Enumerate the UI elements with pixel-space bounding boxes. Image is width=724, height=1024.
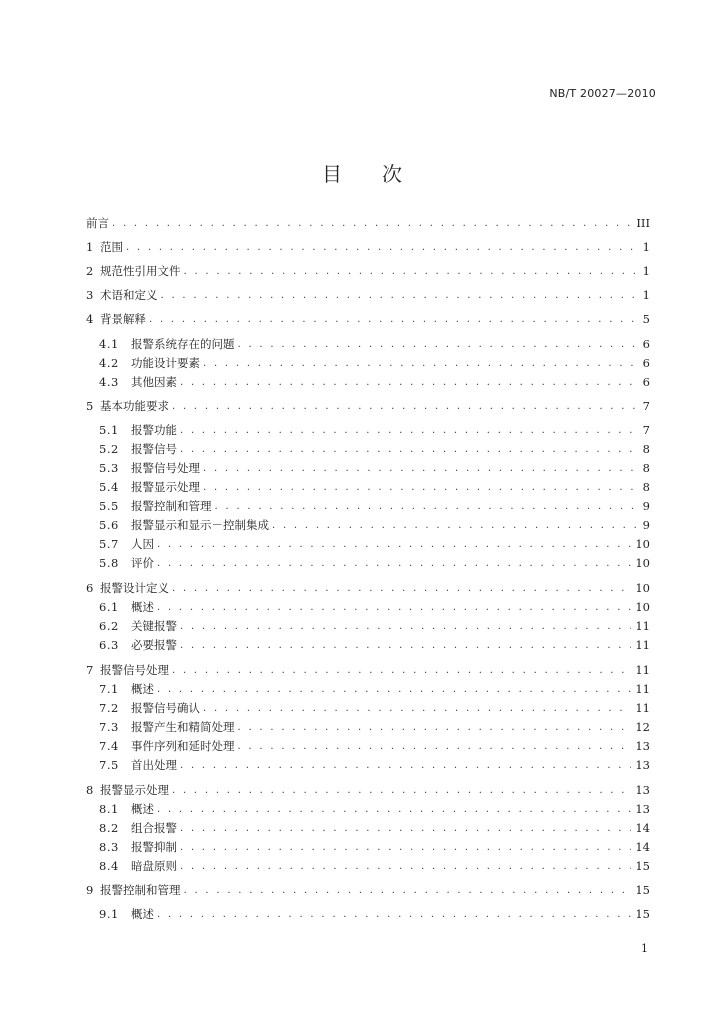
dot-leader (157, 909, 631, 920)
toc-entry-number: 4 (86, 312, 94, 326)
toc-entry-page: 10 (635, 537, 650, 551)
dot-leader (184, 885, 632, 896)
toc-entry-number: 5.3 (99, 461, 119, 475)
toc-entry-label: 报警信号处理 (131, 461, 200, 475)
toc-entry-label: 首出处理 (131, 758, 177, 772)
toc-entry[interactable] (86, 286, 650, 304)
toc-entry-number: 8.1 (99, 802, 119, 816)
dot-leader (180, 842, 631, 853)
toc-entry[interactable] (86, 680, 650, 698)
toc-entry-number: 7.1 (99, 682, 119, 696)
toc-entry-label: 概述 (131, 802, 154, 816)
toc-entry[interactable] (86, 373, 650, 391)
toc-entry-label: 术语和定义 (100, 288, 158, 302)
toc-entry-page: 6 (642, 375, 650, 389)
toc-entry-page: 13 (635, 758, 650, 772)
toc-entry[interactable] (86, 756, 650, 774)
toc-entry-page: 10 (635, 600, 650, 614)
toc-entry-number: 4.3 (99, 375, 119, 389)
toc-entry-page: 1 (642, 288, 650, 302)
toc-entry-page: 11 (635, 663, 650, 677)
dot-leader (157, 684, 631, 695)
dot-leader (172, 665, 631, 676)
page-number: 1 (641, 942, 648, 955)
toc-entry-label: 报警信号确认 (131, 701, 200, 715)
toc-entry-number: 5.1 (99, 423, 119, 437)
toc-entry[interactable] (86, 440, 650, 458)
dot-leader (126, 242, 636, 253)
toc-entry-page: 5 (642, 312, 650, 326)
toc-entry-page: 15 (635, 883, 650, 897)
toc-entry-label: 其他因素 (131, 375, 177, 389)
toc-entry-label: 报警显示处理 (131, 480, 200, 494)
toc-entry[interactable] (86, 579, 650, 597)
dot-leader (180, 425, 636, 436)
dot-leader (112, 218, 632, 229)
toc-entry-page: 1 (642, 264, 650, 278)
toc-entry[interactable] (86, 781, 650, 799)
toc-entry[interactable] (86, 699, 650, 717)
toc-entry-page: 6 (642, 337, 650, 351)
toc-entry-number: 3 (86, 288, 94, 302)
dot-leader (238, 722, 632, 733)
toc-entry[interactable] (86, 881, 650, 899)
toc-entry-label: 概述 (131, 907, 154, 921)
dot-leader (172, 785, 631, 796)
toc-entry-page: 13 (635, 802, 650, 816)
toc-entry-page: 14 (635, 821, 650, 835)
dot-leader (180, 640, 631, 651)
toc-entry-label: 暗盘原则 (131, 859, 177, 873)
toc-entry-number: 7.5 (99, 758, 119, 772)
dot-leader (238, 339, 637, 350)
toc-entry-page: 15 (635, 907, 650, 921)
toc-entry-page: 10 (635, 581, 650, 595)
toc-entry[interactable] (86, 516, 650, 534)
toc-entry[interactable] (86, 636, 650, 654)
toc-entry-label: 报警控制和管理 (131, 499, 212, 513)
toc-entry[interactable] (86, 554, 650, 572)
toc-entry-number: 5.7 (99, 537, 119, 551)
toc-entry-page: 7 (642, 399, 650, 413)
toc-entry-label: 报警控制和管理 (100, 883, 181, 897)
toc-entry-label: 报警功能 (131, 423, 177, 437)
standard-code: NB/T 20027—2010 (549, 87, 656, 100)
toc-entry-number: 5.8 (99, 556, 119, 570)
dot-leader (157, 804, 631, 815)
toc-entry-page: 9 (642, 499, 650, 513)
toc-entry[interactable] (86, 838, 650, 856)
dot-leader (172, 583, 631, 594)
toc-entry[interactable] (86, 262, 650, 280)
dot-leader (180, 760, 631, 771)
toc-entry-page: 8 (642, 442, 650, 456)
toc-entry[interactable] (86, 497, 650, 515)
toc-entry-page: 10 (635, 556, 650, 570)
toc-entry-number: 6.3 (99, 638, 119, 652)
toc-entry-page: 8 (642, 480, 650, 494)
toc-entry-page: 11 (635, 638, 650, 652)
toc-entry[interactable] (86, 214, 650, 232)
dot-leader (184, 266, 637, 277)
dot-leader (157, 539, 631, 550)
toc-entry-label: 报警设计定义 (100, 581, 169, 595)
toc-entry-label: 人因 (131, 537, 154, 551)
toc-entry-number: 4.1 (99, 337, 119, 351)
dot-leader (180, 861, 631, 872)
dot-leader (161, 290, 637, 301)
toc-entry-page: 1 (642, 240, 650, 254)
dot-leader (203, 463, 636, 474)
toc-entry-number: 4.2 (99, 356, 119, 370)
dot-leader (157, 558, 631, 569)
toc-entry-label: 基本功能要求 (100, 399, 169, 413)
toc-entry-label: 功能设计要素 (131, 356, 200, 370)
dot-leader (180, 823, 631, 834)
toc-entry-number: 6.1 (99, 600, 119, 614)
toc-entry-number: 1 (86, 240, 94, 254)
toc-entry-number: 8.2 (99, 821, 119, 835)
toc-entry-page: 11 (635, 701, 650, 715)
toc-entry-label: 报警产生和精简处理 (131, 720, 235, 734)
toc-entry-page: III (636, 216, 650, 230)
dot-leader (180, 444, 636, 455)
toc-entry-page: 7 (642, 423, 650, 437)
toc-entry[interactable] (86, 238, 650, 256)
toc-entry-page: 8 (642, 461, 650, 475)
toc-entry-number: 7.4 (99, 739, 119, 753)
toc-entry-label: 报警显示处理 (100, 783, 169, 797)
toc-entry[interactable] (86, 397, 650, 415)
toc-entry[interactable] (86, 421, 650, 439)
toc-entry-page: 6 (642, 356, 650, 370)
toc-entry-number: 5.6 (99, 518, 119, 532)
toc-entry[interactable] (86, 857, 650, 875)
toc-entry-number: 7 (86, 663, 94, 677)
toc-entry-number: 6 (86, 581, 94, 595)
dot-leader (157, 602, 631, 613)
toc-entry[interactable] (86, 800, 650, 818)
toc-entry-label: 组合报警 (131, 821, 177, 835)
toc-entry[interactable] (86, 335, 650, 353)
toc-entry[interactable] (86, 478, 650, 496)
toc-entry-number: 5 (86, 399, 94, 413)
toc-entry-page: 14 (635, 840, 650, 854)
toc-entry-label: 前言 (86, 216, 109, 230)
dot-leader (180, 377, 636, 388)
toc-entry-label: 报警信号 (131, 442, 177, 456)
toc-entry-page: 13 (635, 739, 650, 753)
dot-leader (203, 482, 636, 493)
toc-entry-page: 13 (635, 783, 650, 797)
toc-entry[interactable] (86, 905, 650, 923)
toc-entry-label: 概述 (131, 682, 154, 696)
dot-leader (172, 401, 636, 412)
toc-entry[interactable] (86, 617, 650, 635)
toc-entry-number: 9 (86, 883, 94, 897)
toc-entry-label: 关键报警 (131, 619, 177, 633)
dot-leader (149, 314, 636, 325)
toc-entry[interactable] (86, 354, 650, 372)
toc-entry-number: 8.4 (99, 859, 119, 873)
dot-leader (203, 703, 631, 714)
toc-entry-number: 7.3 (99, 720, 119, 734)
toc-entry-number: 8 (86, 783, 94, 797)
toc-entry-number: 2 (86, 264, 94, 278)
toc-entry-number: 8.3 (99, 840, 119, 854)
toc-entry-number: 5.4 (99, 480, 119, 494)
toc-entry-number: 5.2 (99, 442, 119, 456)
toc-entry-number: 5.5 (99, 499, 119, 513)
page-title: 目次 (322, 162, 442, 186)
dot-leader (203, 358, 636, 369)
toc-entry-label: 概述 (131, 600, 154, 614)
dot-leader (238, 741, 632, 752)
toc-entry-label: 背景解释 (100, 312, 146, 326)
toc-entry-label: 报警信号处理 (100, 663, 169, 677)
toc-entry-label: 报警抑制 (131, 840, 177, 854)
toc-entry-page: 15 (635, 859, 650, 873)
toc-entry-label: 报警系统存在的问题 (131, 337, 235, 351)
dot-leader (272, 520, 636, 531)
toc-entry-page: 9 (642, 518, 650, 532)
dot-leader (180, 621, 631, 632)
toc-entry-page: 11 (635, 619, 650, 633)
toc-entry-label: 必要报警 (131, 638, 177, 652)
toc-entry-number: 9.1 (99, 907, 119, 921)
toc-entry-label: 评价 (131, 556, 154, 570)
toc-entry-label: 范围 (100, 240, 123, 254)
toc-entry[interactable] (86, 718, 650, 736)
toc-entry[interactable] (86, 459, 650, 477)
toc-entry[interactable] (86, 819, 650, 837)
toc-entry-number: 6.2 (99, 619, 119, 633)
toc-entry-page: 11 (635, 682, 650, 696)
toc-entry-label: 规范性引用文件 (100, 264, 181, 278)
toc-entry[interactable] (86, 310, 650, 328)
toc-entry[interactable] (86, 737, 650, 755)
toc-entry[interactable] (86, 535, 650, 553)
toc-entry[interactable] (86, 661, 650, 679)
dot-leader (215, 501, 637, 512)
toc-entry-page: 12 (635, 720, 650, 734)
toc-entry-label: 事件序列和延时处理 (131, 739, 235, 753)
toc-entry-label: 报警显示和显示－控制集成 (131, 518, 269, 532)
toc-entry-number: 7.2 (99, 701, 119, 715)
toc-entry[interactable] (86, 598, 650, 616)
